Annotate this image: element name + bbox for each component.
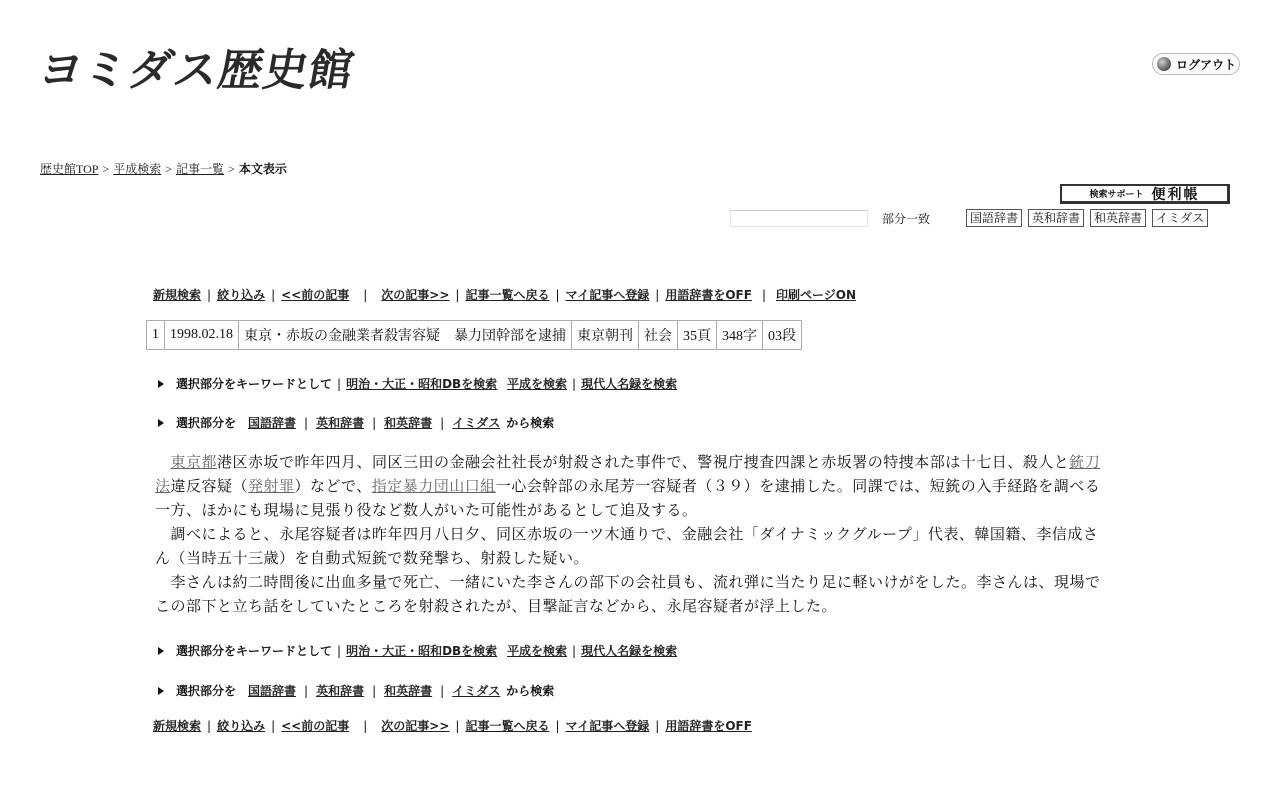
breadcrumb-list-link[interactable]: 記事一覧 <box>176 162 225 176</box>
yomidas-logo[interactable]: ヨミダス歴史館 <box>34 45 359 96</box>
imidas-dict-link[interactable]: イミダス <box>452 684 501 698</box>
article-paragraph <box>155 522 1105 570</box>
new-search-link[interactable]: 新規検索 <box>153 288 202 302</box>
keyword-link[interactable]: 銃刀法 <box>155 453 1101 495</box>
dict-row-label: 選択部分を <box>176 684 237 698</box>
dictionary-search-row <box>158 414 554 431</box>
article-date: 1998.02.18 <box>165 321 239 350</box>
nav-divider: | <box>572 377 577 391</box>
match-mode-label[interactable]: 部分一致 <box>882 211 931 226</box>
breadcrumb <box>40 160 287 177</box>
search-heisei-link[interactable]: 平成を検索 <box>507 377 568 391</box>
nav-divider: | <box>572 644 577 658</box>
nav-divider: | <box>337 644 342 658</box>
imidas-dict-link[interactable]: イミダス <box>452 416 501 430</box>
next-article-link[interactable]: 次の記事>> <box>381 719 450 733</box>
new-search-link[interactable]: 新規検索 <box>153 719 202 733</box>
dictionary-search-input[interactable] <box>730 210 868 227</box>
keyword-row-label: 選択部分をキーワードとして <box>176 377 333 391</box>
article-text: 一心会幹部の永尾芳一容疑者（３９）を逮捕した。同課では、短銃の入手経路を調べる一方、ほかにも現場に見張り役など数人がいた可能性があるとして追及する。 <box>155 477 1101 519</box>
article-text: 違反容疑（ <box>170 477 249 495</box>
nav-divider: | <box>271 288 276 302</box>
nav-divider: | <box>304 416 309 430</box>
breadcrumb-current: 本文表示 <box>238 162 287 176</box>
kokugo-dict-link[interactable]: 国語辞書 <box>248 416 297 430</box>
nav-divider: | <box>455 719 460 733</box>
breadcrumb-separator: > <box>165 162 173 176</box>
eiwa-dict-button[interactable]: 英和辞書 <box>1028 209 1084 227</box>
dict-row-label: 選択部分を <box>176 416 237 430</box>
breadcrumb-heisei-link[interactable]: 平成検索 <box>113 162 162 176</box>
keyword-search-row <box>158 375 677 392</box>
nav-divider: | <box>655 288 660 302</box>
next-article-link[interactable]: 次の記事>> <box>381 288 450 302</box>
triangle-bullet-icon <box>158 419 164 427</box>
search-meiji-showa-db-link[interactable]: 明治・大正・昭和DBを検索 <box>346 377 498 391</box>
keyword-search-row <box>158 642 677 659</box>
breadcrumb-separator: > <box>102 162 110 176</box>
nav-divider: | <box>363 719 368 733</box>
logout-button[interactable] <box>1152 53 1240 75</box>
link-spacer <box>500 377 504 391</box>
nav-divider: | <box>455 288 460 302</box>
imidas-dict-button[interactable]: イミダス <box>1152 209 1208 227</box>
prev-article-link[interactable]: <<前の記事 <box>281 288 350 302</box>
triangle-bullet-icon <box>158 687 164 695</box>
article-text: 港区赤坂で昨年四月、同区三田の金融会社社長が射殺された事件で、警視庁捜査四課と赤坂署の特捜本部は十七日、殺人と <box>217 453 1070 471</box>
dictionary-search-row <box>158 682 554 699</box>
term-dict-off-link[interactable]: 用語辞書をOFF <box>665 288 752 302</box>
article-body <box>155 450 1105 618</box>
search-heisei-link[interactable]: 平成を検索 <box>507 644 568 658</box>
benri-big-label: 便利帳 <box>1151 186 1200 203</box>
search-people-directory-link[interactable]: 現代人名録を検索 <box>581 644 678 658</box>
article-page: 35頁 <box>678 321 717 350</box>
breadcrumb-separator: > <box>228 162 235 176</box>
benri-button[interactable] <box>1060 184 1230 204</box>
prev-article-link[interactable]: <<前の記事 <box>281 719 350 733</box>
article-nav-bottom <box>153 717 752 734</box>
article-meta-table <box>146 320 802 350</box>
article-section: 社会 <box>639 321 678 350</box>
logout-icon <box>1157 57 1171 71</box>
article-paragraph <box>155 570 1105 618</box>
triangle-bullet-icon <box>158 647 164 655</box>
link-spacer <box>500 644 504 658</box>
kokugo-dict-link[interactable]: 国語辞書 <box>248 684 297 698</box>
nav-divider: | <box>337 377 342 391</box>
article-text: 調べによると、永尾容疑者は昨年四月八日夕、同区赤坂の一ツ木通りで、金融会社「ダイナミックグループ」代表、韓国籍、李信成さん（当時五十三歳）を自動式短銃で数発撃ち、射殺した疑い。 <box>155 525 1099 567</box>
search-people-directory-link[interactable]: 現代人名録を検索 <box>581 377 678 391</box>
nav-divider: | <box>440 416 445 430</box>
article-column: 03段 <box>763 321 802 350</box>
refine-link[interactable]: 絞り込み <box>217 719 266 733</box>
article-text: ）などで、 <box>294 477 372 495</box>
nav-divider: | <box>372 416 377 430</box>
article-text: 李さんは約二時間後に出血多量で死亡、一緒にいた李さんの部下の会社員も、流れ弾に当たり足に軽いけがをした。李さんは、現場でこの部下と立ち話をしていたところを射殺されたが、目撃証言などから、永尾容疑者が浮上した。 <box>155 573 1101 615</box>
triangle-bullet-icon <box>158 380 164 388</box>
nav-divider: | <box>372 684 377 698</box>
add-to-my-articles-link[interactable]: マイ記事へ登録 <box>565 719 650 733</box>
nav-divider: | <box>207 719 212 733</box>
keyword-link[interactable]: 東京都 <box>170 453 218 471</box>
eiwa-dict-link[interactable]: 英和辞書 <box>316 684 365 698</box>
nav-divider: | <box>555 719 560 733</box>
article-number: 1 <box>147 321 165 350</box>
back-to-list-link[interactable]: 記事一覧へ戻る <box>465 288 550 302</box>
nav-divider: | <box>761 288 766 302</box>
add-to-my-articles-link[interactable]: マイ記事へ登録 <box>565 288 650 302</box>
logout-label: ログアウト <box>1176 57 1237 72</box>
dict-row-suffix: から検索 <box>506 684 555 698</box>
nav-divider: | <box>363 288 368 302</box>
refine-link[interactable]: 絞り込み <box>217 288 266 302</box>
keyword-row-label: 選択部分をキーワードとして <box>176 644 333 658</box>
article-nav-top <box>153 286 856 303</box>
nav-divider: | <box>304 684 309 698</box>
dict-row-suffix: から検索 <box>506 416 555 430</box>
keyword-link[interactable]: 発射罪 <box>248 477 295 495</box>
term-dict-off-link[interactable]: 用語辞書をOFF <box>665 719 752 733</box>
article-title: 東京・赤坂の金融業者殺害容疑 暴力団幹部を逮捕 <box>239 321 572 350</box>
waei-dict-button[interactable]: 和英辞書 <box>1090 209 1146 227</box>
nav-divider: | <box>555 288 560 302</box>
eiwa-dict-link[interactable]: 英和辞書 <box>316 416 365 430</box>
nav-divider: | <box>271 719 276 733</box>
waei-dict-link[interactable]: 和英辞書 <box>384 684 433 698</box>
dictionary-toolbar <box>730 209 1208 227</box>
kokugo-dict-button[interactable]: 国語辞書 <box>966 209 1022 227</box>
back-to-list-link[interactable]: 記事一覧へ戻る <box>465 719 550 733</box>
breadcrumb-top-link[interactable]: 歴史館TOP <box>40 162 99 176</box>
article-char-count: 348字 <box>717 321 763 350</box>
article-paragraph <box>155 450 1105 522</box>
benri-small-label: 検索サポート <box>1089 190 1144 200</box>
print-page-on-link[interactable]: 印刷ページON <box>776 288 857 302</box>
keyword-link[interactable]: 指定暴力団山口組 <box>371 477 496 495</box>
waei-dict-link[interactable]: 和英辞書 <box>384 416 433 430</box>
article-edition: 東京朝刊 <box>572 321 639 350</box>
nav-divider: | <box>207 288 212 302</box>
nav-divider: | <box>440 684 445 698</box>
nav-divider: | <box>655 719 660 733</box>
search-meiji-showa-db-link[interactable]: 明治・大正・昭和DBを検索 <box>346 644 498 658</box>
table-row <box>147 321 802 350</box>
